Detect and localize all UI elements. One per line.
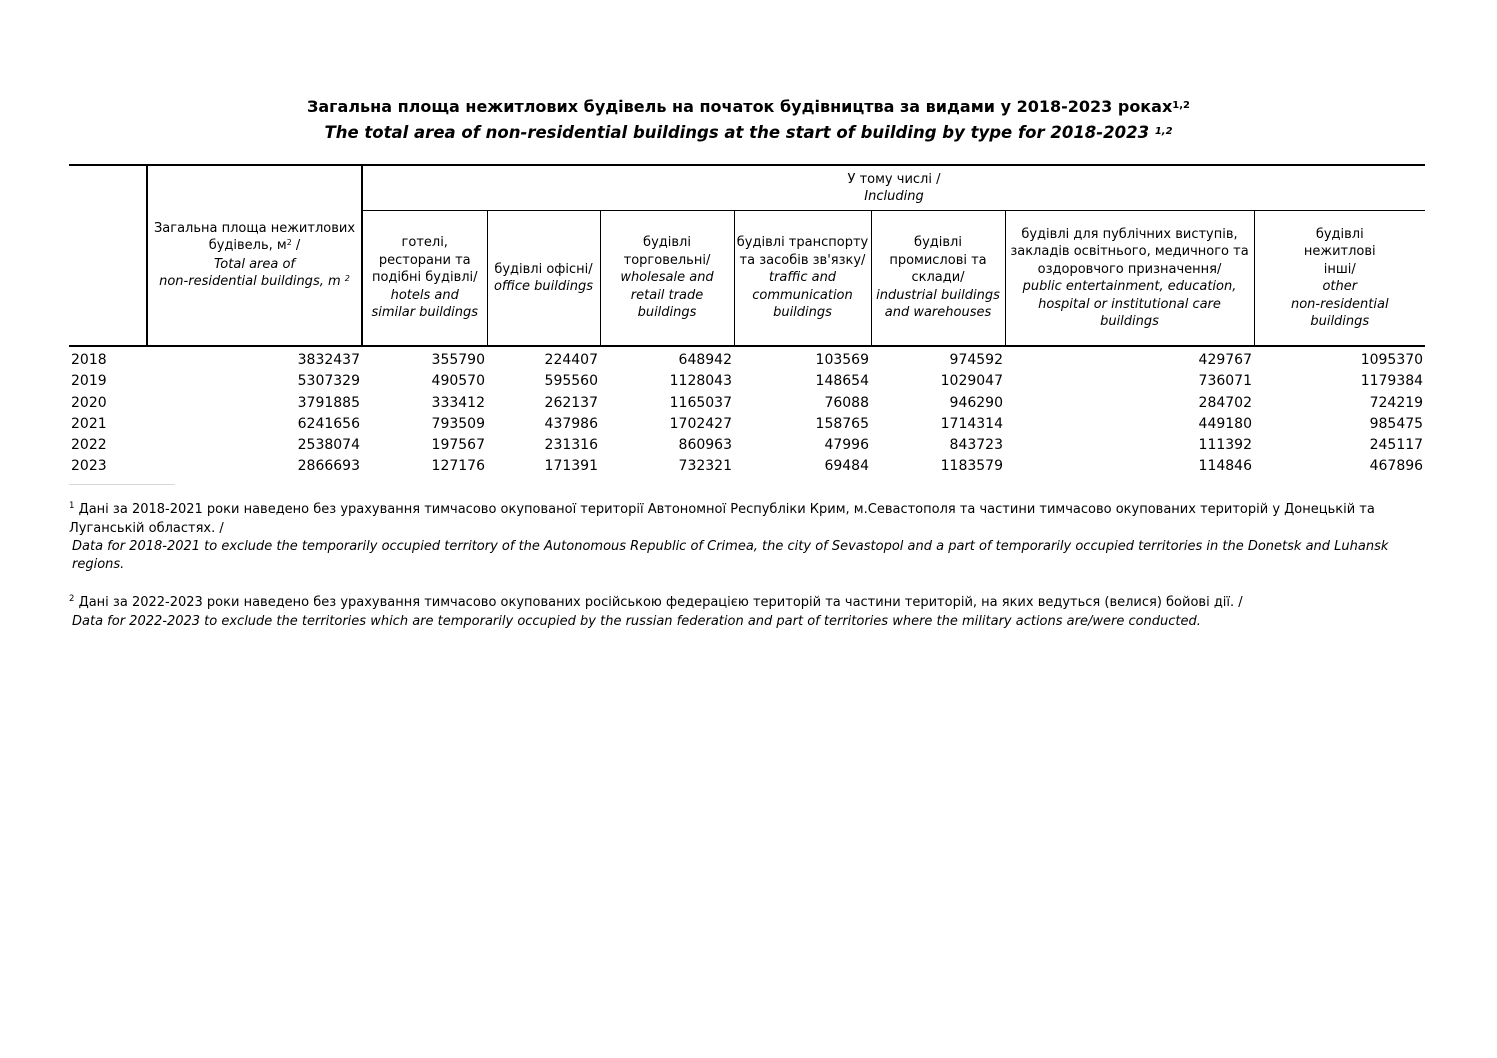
value-cell: 111392 (1198, 437, 1252, 454)
value-cell: 224407 (544, 352, 598, 368)
value-cell: 6241656 (297, 415, 360, 432)
table-row (69, 371, 1425, 392)
value-cell: 262137 (544, 394, 598, 411)
value-cell: 1179384 (1360, 373, 1424, 390)
value-cell: 171391 (544, 458, 598, 475)
value-cell: 2538074 (297, 437, 360, 454)
col-header-hotels: готелі, ресторани та подібні будівлі/ hotels and similar buildings (362, 211, 487, 347)
value-cell: 3832437 (297, 352, 360, 368)
value-cell: 595560 (544, 373, 598, 390)
title-footnote-mark: 1,2 (1172, 100, 1190, 111)
including-header: У тому числі / Including (362, 165, 1425, 211)
col-header-industrial: будівлі промислові та склади/ industrial buildings and warehouses (871, 211, 1005, 347)
year-cell: 2022 (71, 437, 107, 454)
value-cell: 1029047 (940, 373, 1003, 390)
value-cell: 1702427 (669, 415, 732, 432)
value-cell: 333412 (431, 394, 485, 411)
title-block (0, 96, 1497, 148)
value-cell: 127176 (431, 458, 485, 475)
value-cell: 490570 (431, 373, 485, 390)
data-table (69, 164, 1425, 478)
table-row (69, 393, 1425, 414)
table-row (69, 346, 1425, 371)
col-header-transport: будівлі транспорту та засобів зв'язку/ traffic and communication buildings (734, 211, 871, 347)
value-cell: 1714314 (940, 415, 1003, 432)
title-english: The total area of non-residential buildings at the start of building by type for 2018-2023 $^{1,2}$ (324, 123, 1173, 142)
value-cell: 724219 (1369, 394, 1424, 411)
value-cell: 245117 (1369, 437, 1424, 454)
value-cell: 5307329 (297, 373, 360, 390)
year-cell: 2021 (71, 415, 107, 432)
value-cell: 1128043 (669, 373, 732, 390)
footnote-2-uk: $^2$ Дані за 2022-2023 роки наведено без урахування тимчасово окупованих російською федерацією територій та частини територій, на яких ведуться (велися) бойові дії. / (69, 594, 1243, 610)
value-cell: 148654 (815, 373, 869, 390)
value-cell: 103569 (815, 352, 869, 368)
value-cell: 437986 (544, 415, 598, 432)
value-cell: 1095370 (1360, 352, 1424, 368)
value-cell: 1183579 (940, 458, 1003, 475)
footnote-separator (69, 484, 175, 485)
value-cell: 2866693 (297, 458, 360, 475)
value-cell: 974592 (949, 352, 1003, 368)
col-header-trade: будівлі торговельні/ wholesale and retail trade buildings (600, 211, 734, 347)
value-cell: 231316 (544, 437, 598, 454)
value-cell: 355790 (431, 352, 485, 368)
footnote-2-en: Data for 2022-2023 to exclude the territories which are temporarily occupied by the russian federation and part of territories where the military actions are/were conducted. (72, 614, 1201, 629)
year-cell: 2023 (71, 458, 107, 475)
year-header-cell (69, 165, 147, 346)
value-cell: 429767 (1198, 352, 1252, 368)
value-cell: 843723 (949, 437, 1003, 454)
value-cell: 985475 (1369, 415, 1424, 432)
value-cell: 76088 (824, 394, 869, 411)
value-cell: 1165037 (669, 394, 732, 411)
value-cell: 736071 (1198, 373, 1252, 390)
footnotes (69, 501, 1409, 631)
table-row (69, 435, 1425, 456)
value-cell: 114846 (1198, 458, 1252, 475)
col-header-public: будівлі для публічних виступів, закладів освітнього, медичного та оздоровчого призначення/ public entertainment, education, hospital or institutional care buildings (1005, 211, 1254, 347)
table-row (69, 456, 1425, 477)
year-cell: 2019 (71, 373, 107, 390)
value-cell: 284702 (1198, 394, 1252, 411)
value-cell: 732321 (678, 458, 732, 475)
value-cell: 449180 (1198, 415, 1252, 432)
value-cell: 648942 (678, 352, 732, 368)
table-row (69, 414, 1425, 435)
total-area-header: Загальна площа нежитлових будівель, $м^2$ / Total area of non-residential buildings, m $^2$ (147, 165, 362, 346)
footnote-1-en: Data for 2018-2021 to exclude the temporarily occupied territory of the Autonomous Republic of Crimea, the city of Sevastopol and a part of temporarily occupied territories in the Donetsk and Luhansk regions. (72, 539, 1389, 572)
value-cell: 3791885 (297, 394, 360, 411)
col-header-office: будівлі офісні/ office buildings (487, 211, 600, 347)
value-cell: 197567 (431, 437, 485, 454)
value-cell: 860963 (678, 437, 732, 454)
header-row-top (69, 165, 1425, 211)
value-cell: 69484 (824, 458, 869, 475)
col-header-other: будівлі нежитлові інші/ other non-residential buildings (1254, 211, 1425, 347)
year-cell: 2020 (71, 394, 107, 411)
title-ukrainian: Загальна площа нежитлових будівель на початок будівництва за видами у 2018-2023 роках$^{1,2}$ (307, 97, 1190, 116)
value-cell: 467896 (1369, 458, 1424, 475)
title-footnote-mark-en: 1,2 (1154, 126, 1173, 137)
year-cell: 2018 (71, 352, 107, 368)
value-cell: 158765 (815, 415, 869, 432)
value-cell: 946290 (949, 394, 1003, 411)
footnote-1-uk: $^1$ Дані за 2018-2021 роки наведено без урахування тимчасово окупованої території Автономної Республіки Крим, м.Севастополя та частини тимчасово окупованих територій у Донецькій та Луганській областях. / (69, 501, 1375, 536)
value-cell: 793509 (431, 415, 485, 432)
value-cell: 47996 (824, 437, 869, 454)
